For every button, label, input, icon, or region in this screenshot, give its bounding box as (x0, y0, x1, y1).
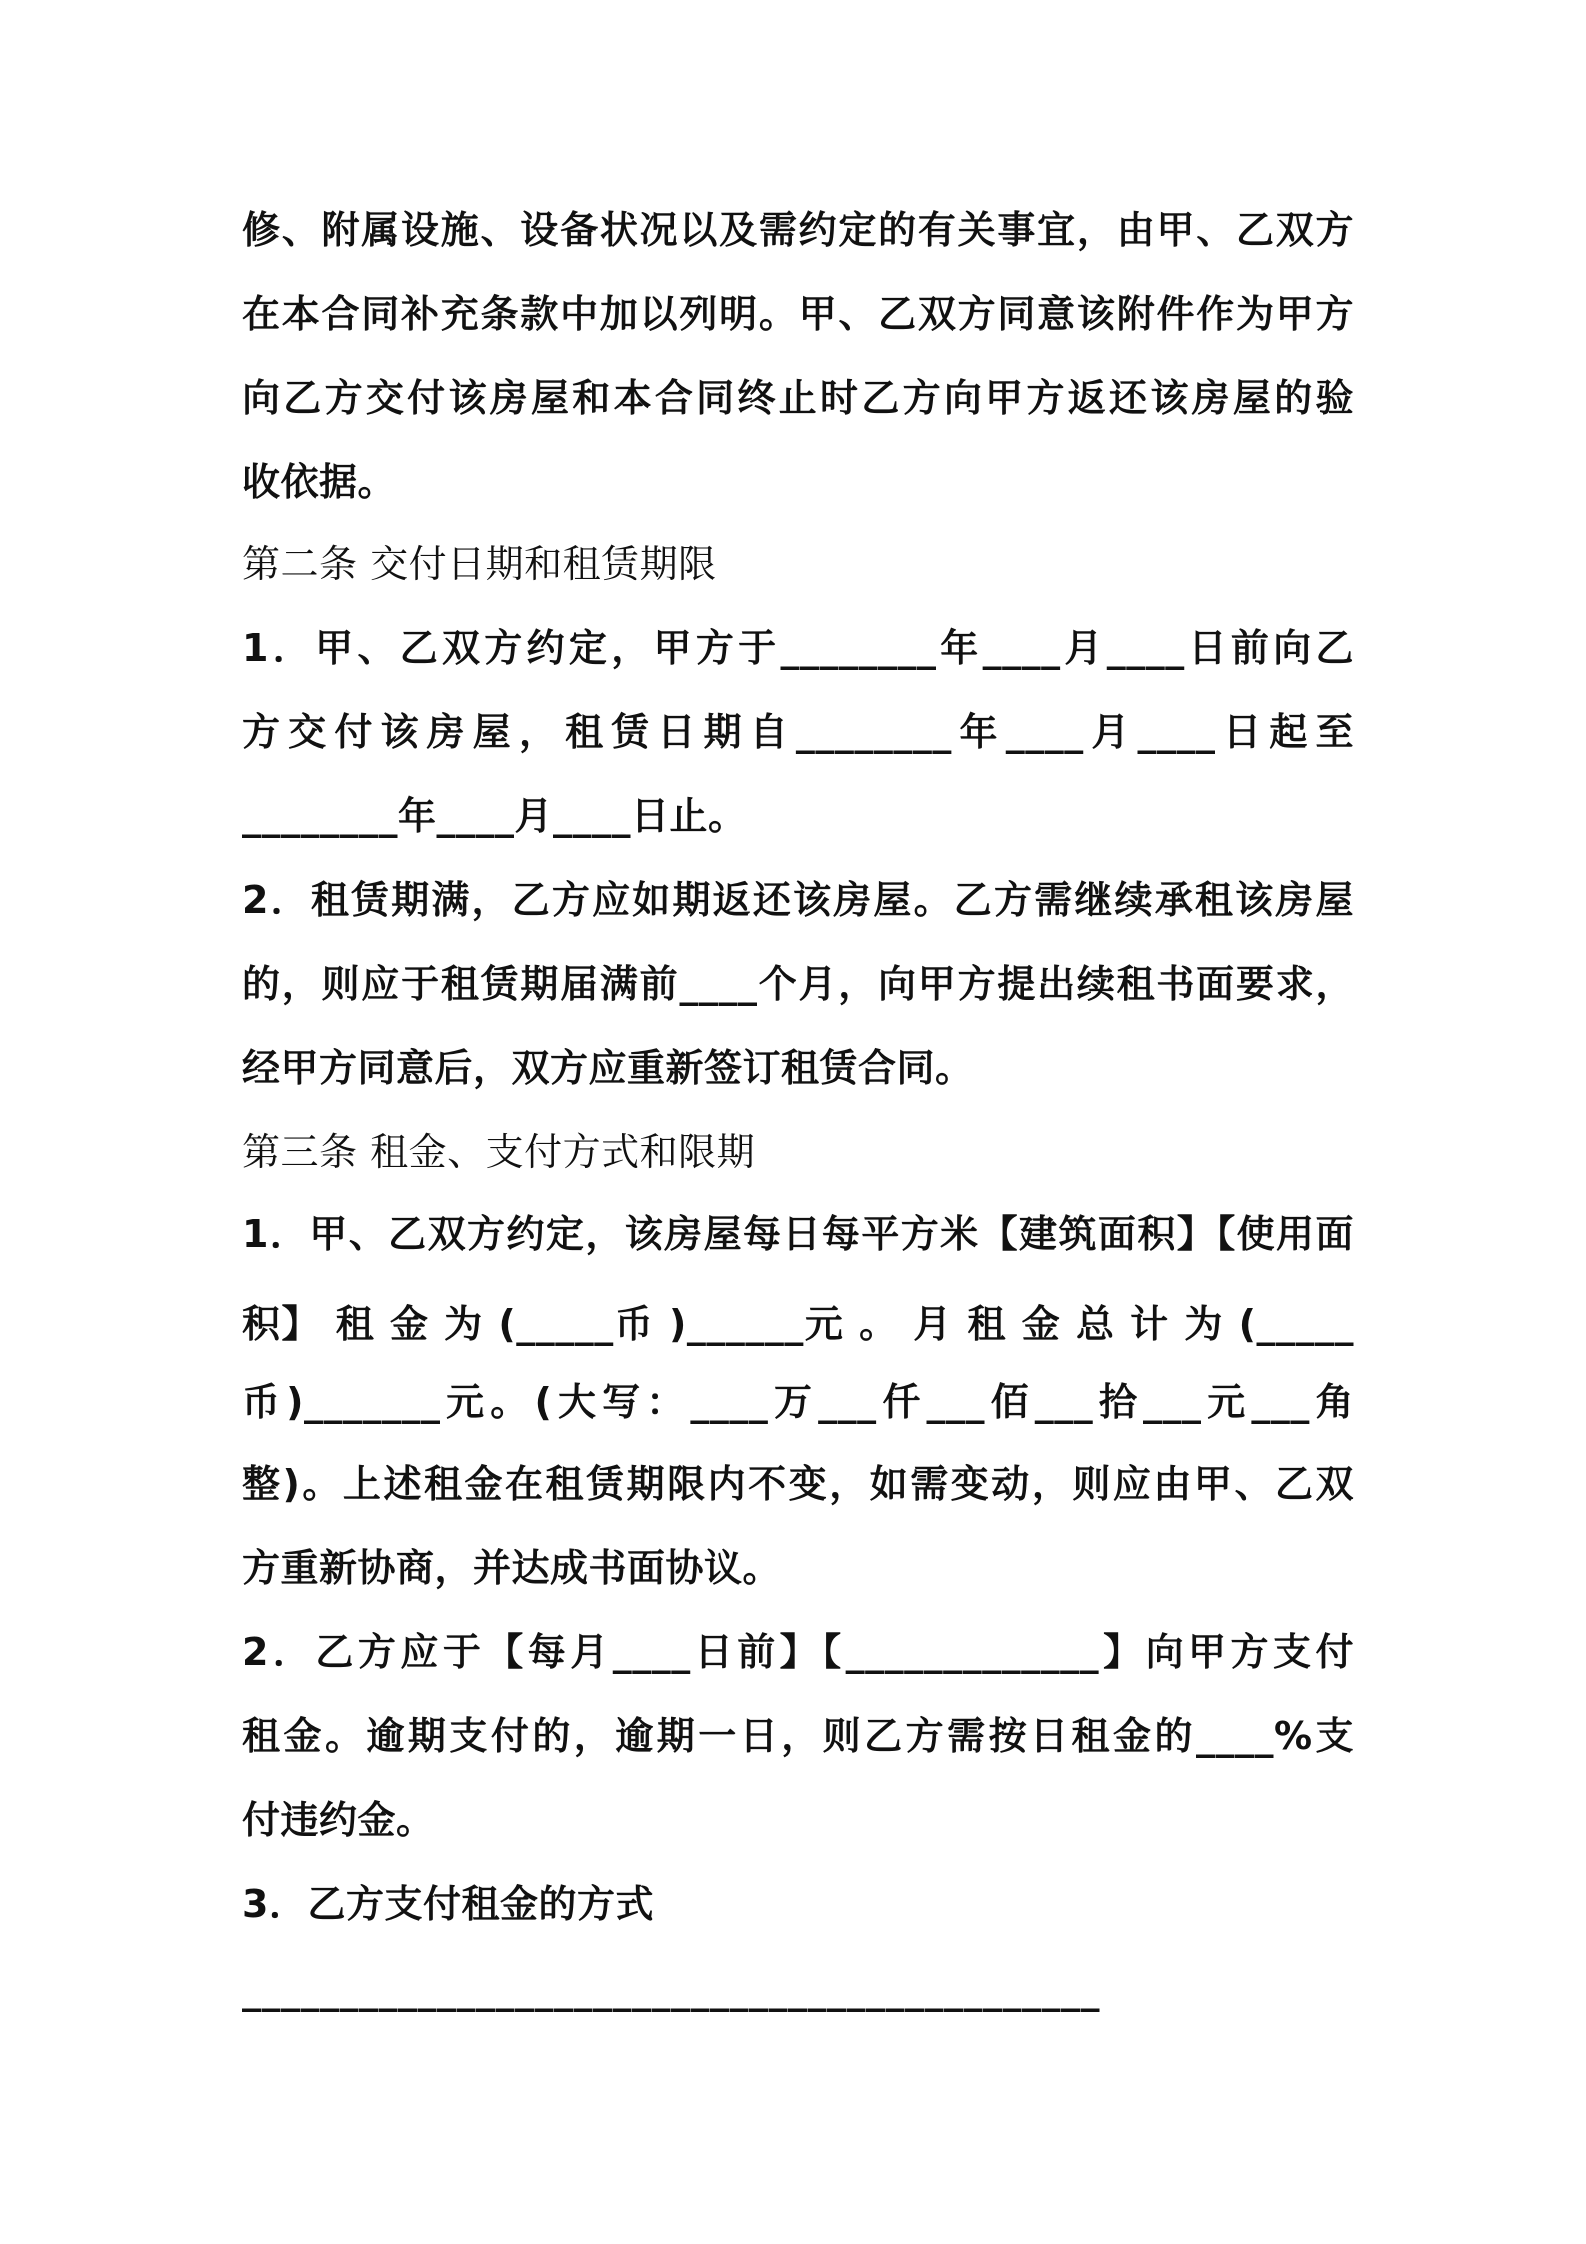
paragraph-line-6: 1．甲、乙双方约定，甲方于________年____月____日前向乙 (242, 626, 1354, 670)
blank-fill-line: ____________________________________________ (242, 1968, 1100, 2012)
paragraph-line-9: 2．租赁期满，乙方应如期返还该房屋。乙方需继续承租该房屋 (242, 878, 1354, 922)
paragraph-line-17: 方重新协商，并达成书面协议。 (242, 1546, 782, 1590)
paragraph-line-14: 积】 租 金 为 (_____币 )______元 。 月 租 金 总 计 为 (_____ (242, 1302, 1354, 1346)
paragraph-line-4: 收依据。 (242, 460, 397, 504)
paragraph-line-18: 2．乙方应于【每月____日前】【_____________】向甲方支付 (242, 1630, 1354, 1674)
paragraph-line-11: 经甲方同意后，双方应重新签订租赁合同。 (242, 1046, 974, 1090)
paragraph-line-15: 币)_______元。(大写：____万___仟___佰___拾___元___角 (242, 1380, 1354, 1424)
paragraph-line-7: 方交付该房屋，租赁日期自________年____月____日起至 (242, 710, 1354, 754)
paragraph-line-16: 整)。上述租金在租赁期限内不变，如需变动，则应由甲、乙双 (242, 1462, 1354, 1506)
paragraph-line-19: 租金。逾期支付的，逾期一日，则乙方需按日租金的____%支 (242, 1714, 1354, 1758)
section-heading-article-3: 第三条 租金、支付方式和限期 (242, 1130, 756, 1174)
paragraph-line-21: 3．乙方支付租金的方式 (242, 1882, 654, 1926)
paragraph-line-2: 在本合同补充条款中加以列明。甲、乙双方同意该附件作为甲方 (242, 292, 1354, 336)
paragraph-line-13: 1．甲、乙双方约定，该房屋每日每平方米【建筑面积】【使用面 (242, 1212, 1354, 1256)
section-heading-article-2: 第二条 交付日期和租赁期限 (242, 542, 717, 586)
paragraph-line-1: 修、附属设施、设备状况以及需约定的有关事宜，由甲、乙双方 (242, 208, 1354, 252)
paragraph-line-8: ________年____月____日止。 (242, 794, 747, 838)
paragraph-line-10: 的，则应于租赁期届满前____个月，向甲方提出续租书面要求， (242, 962, 1354, 1006)
paragraph-line-20: 付违约金。 (242, 1798, 435, 1842)
paragraph-line-3: 向乙方交付该房屋和本合同终止时乙方向甲方返还该房屋的验 (242, 376, 1354, 420)
